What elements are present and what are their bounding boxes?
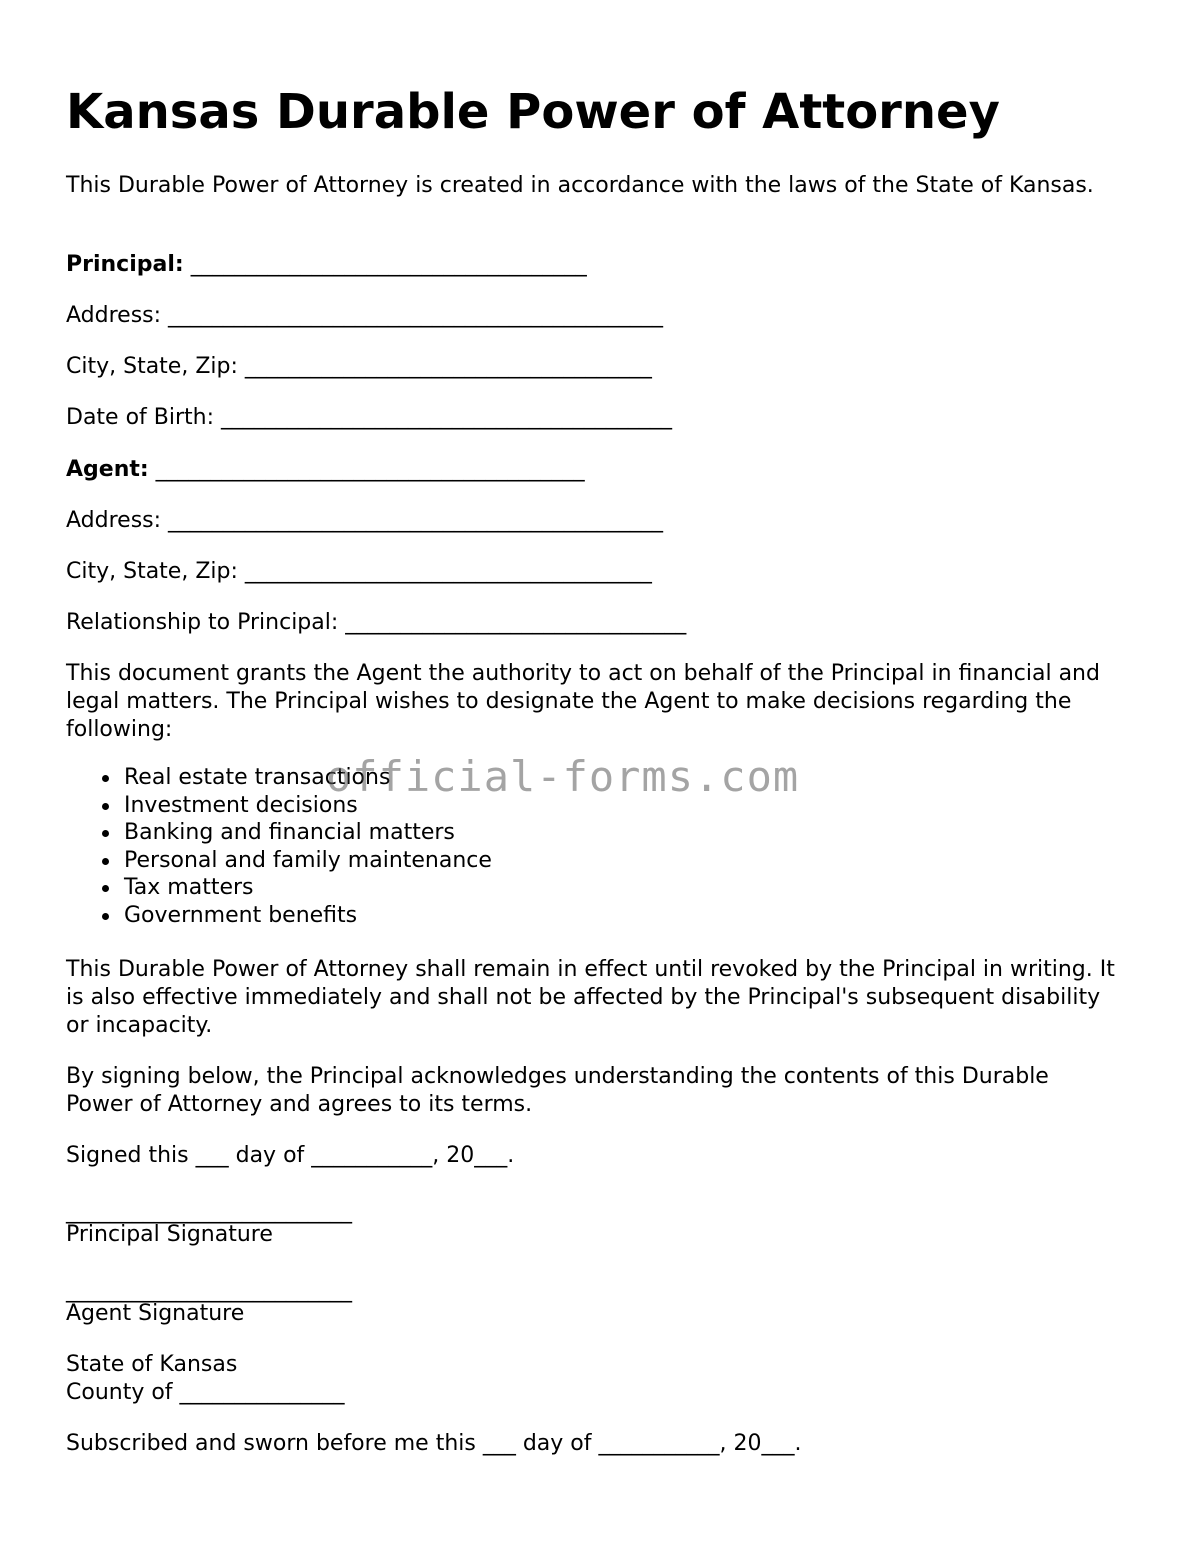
notary-state: State of Kansas xyxy=(66,1352,238,1377)
power-item-label: Banking and financial matters xyxy=(124,820,455,846)
bullet-icon xyxy=(102,775,109,782)
list-item xyxy=(66,902,492,930)
agent-name-line xyxy=(66,456,585,484)
principal-date-of-birth-line: Date of Birth: _________________________________________ xyxy=(66,405,672,430)
bullet-icon xyxy=(102,830,109,837)
principal-label: Principal: xyxy=(66,252,184,277)
bullet-icon xyxy=(102,885,109,892)
watermark: official-forms.com xyxy=(326,752,800,801)
list-item xyxy=(66,819,492,847)
agent-name-blank: _______________________________________ xyxy=(148,457,585,482)
acknowledgment-paragraph: By signing below, the Principal acknowledges understanding the contents of this Durable Power of Attorney and agrees to its terms. xyxy=(66,1064,1049,1117)
agent-relationship-line: Relationship to Principal: _______________________________ xyxy=(66,610,687,635)
bullet-icon xyxy=(102,858,109,865)
power-item-label: Tax matters xyxy=(124,875,254,901)
document-title: Kansas Durable Power of Attorney xyxy=(66,84,1000,140)
power-item-label: Investment decisions xyxy=(124,792,358,818)
intro-paragraph: This Durable Power of Attorney is created in accordance with the laws of the State of Kansas. xyxy=(66,173,1094,198)
agent-address-line: Address: _____________________________________________ xyxy=(66,508,664,533)
bullet-icon xyxy=(102,803,109,810)
agent-city-state-zip-line: City, State, Zip: _____________________________________ xyxy=(66,559,652,584)
principal-signature-label: Principal Signature xyxy=(66,1222,273,1247)
principal-name-blank: ____________________________________ xyxy=(183,252,587,277)
agent-signature-label: Agent Signature xyxy=(66,1301,245,1326)
principal-address-line: Address: _____________________________________________ xyxy=(66,303,664,328)
agent-signature-line: __________________________ xyxy=(66,1278,352,1303)
durability-paragraph: This Durable Power of Attorney shall remain in effect until revoked by the Principal in writing. It is also effective immediately and shall not be affected by the Principal's subsequent disability or incapacity. xyxy=(66,957,1115,1038)
power-item-label: Personal and family maintenance xyxy=(124,847,492,873)
principal-city-state-zip-line: City, State, Zip: _____________________________________ xyxy=(66,354,652,379)
notary-county-line: County of _______________ xyxy=(66,1380,345,1405)
signed-date-line: Signed this ___ day of ___________, 20___. xyxy=(66,1143,515,1168)
list-item xyxy=(66,847,492,875)
list-item xyxy=(66,874,492,902)
bullet-icon xyxy=(102,913,109,920)
power-item-label: Government benefits xyxy=(124,902,358,928)
notary-sworn-line: Subscribed and sworn before me this ___ day of ___________, 20___. xyxy=(66,1431,802,1456)
power-item-label: Real estate transactions xyxy=(124,765,391,790)
agent-label: Agent: xyxy=(66,457,149,482)
principal-signature-line: __________________________ xyxy=(66,1199,352,1224)
principal-name-line xyxy=(66,251,587,279)
authority-paragraph: This document grants the Agent the authority to act on behalf of the Principal in financial and legal matters. The Principal wishes to designate the Agent to make decisions regarding the following: xyxy=(66,661,1100,742)
